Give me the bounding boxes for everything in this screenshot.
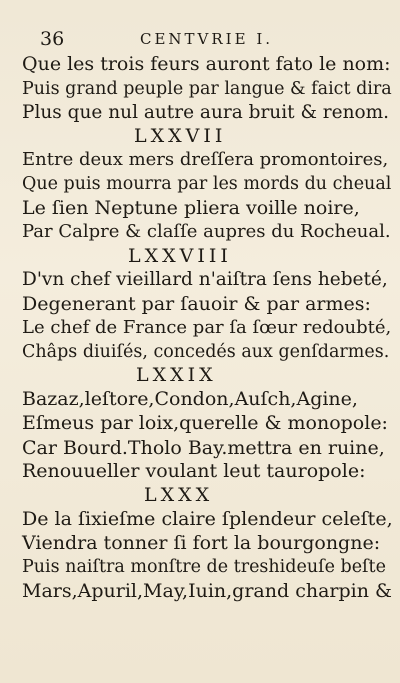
verse-line: Entre deux mers dreſſera promontoires, [22,149,389,170]
verse-line: Le ſien Neptune pliera voille noire, [22,197,360,219]
quatrain-numeral: LXXVII [134,125,227,147]
verse-line: D'vn chef vieillard n'aiſtra ſens hebeté, [22,269,388,290]
verse-line: Par Calpre & claſſe aupres du Rocheual. [22,221,391,242]
verse-line: Car Bourd.Tholo Bay.mettra en ruine, [22,437,385,459]
verse-line: Puis grand peuple par langue & faict dira [22,79,392,99]
verse-line: Renouueller voulant leut tauropole: [22,460,366,482]
verse-line: Degenerant par ſauoir & par armes: [22,293,371,315]
quatrain-numeral: LXXX [144,484,214,506]
verse-line: Châps diuiſés, concedés aux genſdarmes. [22,342,390,362]
verse-line: Eſmeus par loix,querelle & monopole: [22,412,388,434]
page-number: 36 [40,28,65,50]
quatrain-numeral: LXXIX [136,364,217,386]
verse-line: Que puis mourra par les mords du cheual [22,174,392,194]
verse-line: Bazaz,leſtore,Condon,Auſch,Agine, [22,388,358,410]
verse-line: Viendra tonner ſi fort la bourgongne: [22,532,381,554]
quatrain-numeral: LXXVIII [128,245,232,267]
verse-line: De la ſixieſme claire ſplendeur celeſte, [22,508,393,530]
verse-line: Que les trois feurs auront fato le nom: [22,53,391,75]
verse-line: Plus que nul autre aura bruit & renom. [22,102,390,123]
verse-line: Mars,Apuril,May,Iuin,grand charpin & [22,580,392,602]
verse-line: Le chef de France par ſa ſœur redoubté, [22,317,392,338]
verse-line: Puis naiſtra monſtre de treshideuſe beſte [22,557,386,577]
running-title: CENTVRIE I. [140,30,274,48]
